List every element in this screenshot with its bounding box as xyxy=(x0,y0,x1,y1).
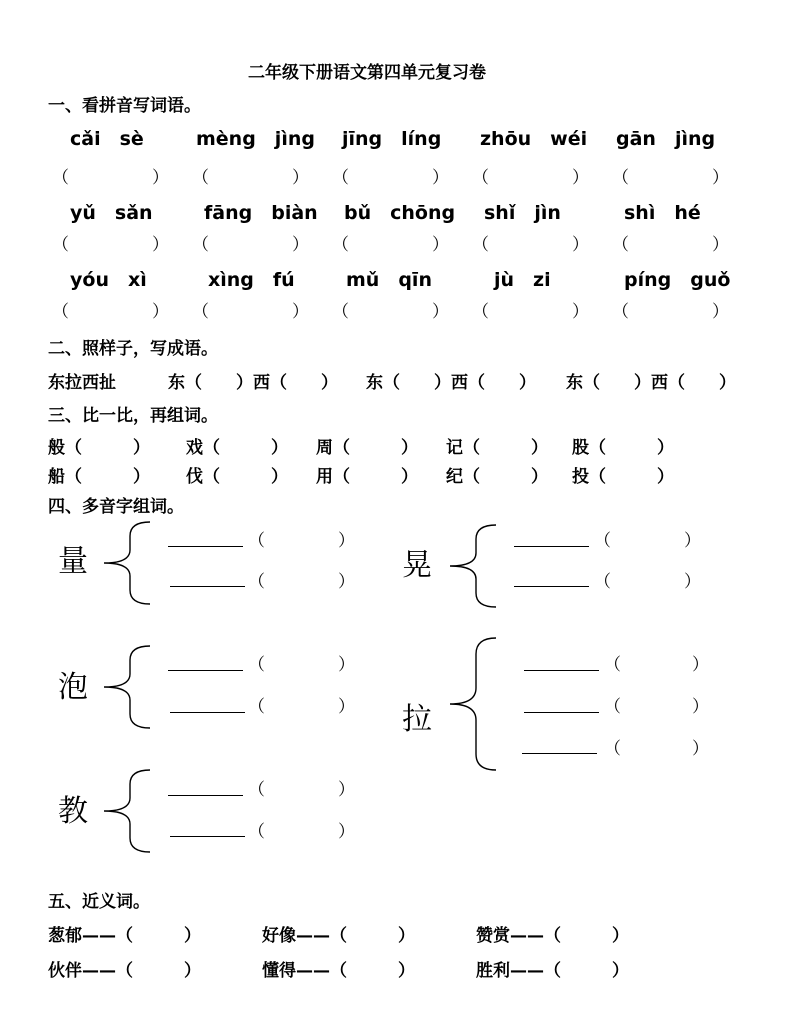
brace-icon xyxy=(446,636,506,772)
answer-paren-close: ） xyxy=(338,780,355,800)
answer-paren-close: ） xyxy=(692,739,709,759)
answer-paren-close: ） xyxy=(338,531,355,551)
compare-1-2: 戏（ ） xyxy=(186,438,288,458)
answer-paren-close: ） xyxy=(684,572,701,592)
pinyin-1-2: mèng jìng xyxy=(196,128,315,150)
answer-paren-open: （ xyxy=(332,302,349,322)
idiom-example: 东拉西扯 xyxy=(48,373,116,393)
compare-1-3: 周（ ） xyxy=(316,438,418,458)
pinyin-2-2: fāng biàn xyxy=(204,202,318,224)
pinyin-3-3: mǔ qīn xyxy=(346,269,432,291)
pinyin-2-1: yǔ sǎn xyxy=(70,202,153,224)
polyphone-char: 量 xyxy=(58,544,88,579)
polyphone-char: 拉 xyxy=(402,702,432,737)
answer-paren-close: ） xyxy=(152,168,169,188)
pinyin-2-3: bǔ chōng xyxy=(344,202,456,224)
brace-icon xyxy=(100,768,160,854)
answer-paren-close: ） xyxy=(432,302,449,322)
pinyin-1-5: gān jìng xyxy=(616,128,716,150)
pinyin-1-4: zhōu wéi xyxy=(480,128,588,150)
idiom-blank-2: 东（ ）西（ ） xyxy=(366,373,536,393)
compare-1-4: 记（ ） xyxy=(446,438,548,458)
compare-2-4: 纪（ ） xyxy=(446,467,548,487)
answer-line xyxy=(168,670,243,671)
idiom-blank-3: 东（ ）西（ ） xyxy=(566,373,736,393)
answer-paren-close: ） xyxy=(432,235,449,255)
idiom-blank-1: 东（ ）西（ ） xyxy=(168,373,338,393)
brace-icon xyxy=(100,520,160,606)
pinyin-3-2: xìng fú xyxy=(208,269,295,291)
compare-2-3: 用（ ） xyxy=(316,467,418,487)
answer-paren-open: （ xyxy=(612,168,629,188)
answer-paren-open: （ xyxy=(192,235,209,255)
compare-2-2: 伐（ ） xyxy=(186,467,288,487)
answer-paren-open: （ xyxy=(52,168,69,188)
synonym-1-1: 葱郁——（ ） xyxy=(48,926,201,946)
compare-1-1: 般（ ） xyxy=(48,438,150,458)
pinyin-3-5: píng guǒ xyxy=(624,269,731,291)
answer-paren-open: （ xyxy=(594,531,611,551)
section-4-heading: 四、多音字组词。 xyxy=(48,497,184,517)
section-2-heading: 二、照样子，写成语。 xyxy=(48,339,218,359)
answer-paren-open: （ xyxy=(472,302,489,322)
compare-2-5: 投（ ） xyxy=(572,467,674,487)
answer-paren-close: ） xyxy=(338,572,355,592)
polyphone-char: 晃 xyxy=(402,548,432,583)
answer-paren-close: ） xyxy=(338,655,355,675)
page-title: 二年级下册语文第四单元复习卷 xyxy=(248,63,486,83)
synonym-1-3: 赞赏——（ ） xyxy=(476,926,629,946)
answer-paren-close: ） xyxy=(152,235,169,255)
answer-paren-close: ） xyxy=(432,168,449,188)
answer-paren-close: ） xyxy=(338,697,355,717)
brace-icon xyxy=(100,644,160,730)
section-5-heading: 五、近义词。 xyxy=(48,892,150,912)
answer-paren-open: （ xyxy=(248,655,265,675)
answer-line xyxy=(170,836,245,837)
answer-paren-open: （ xyxy=(52,235,69,255)
answer-line xyxy=(168,795,243,796)
answer-paren-open: （ xyxy=(332,168,349,188)
section-1-heading: 一、看拼音写词语。 xyxy=(48,96,201,116)
compare-1-5: 股（ ） xyxy=(572,438,674,458)
answer-paren-open: （ xyxy=(248,780,265,800)
answer-paren-close: ） xyxy=(712,168,729,188)
answer-paren-close: ） xyxy=(292,235,309,255)
answer-paren-close: ） xyxy=(338,822,355,842)
answer-paren-close: ） xyxy=(684,531,701,551)
answer-paren-open: （ xyxy=(332,235,349,255)
pinyin-2-5: shì hé xyxy=(624,202,701,224)
answer-line xyxy=(170,586,245,587)
polyphone-char: 泡 xyxy=(58,670,88,705)
answer-paren-open: （ xyxy=(604,655,621,675)
answer-line xyxy=(514,586,589,587)
answer-paren-close: ） xyxy=(692,697,709,717)
answer-paren-close: ） xyxy=(152,302,169,322)
answer-line xyxy=(524,712,599,713)
answer-paren-close: ） xyxy=(292,168,309,188)
answer-line xyxy=(522,753,597,754)
polyphone-char: 教 xyxy=(58,794,88,829)
compare-2-1: 船（ ） xyxy=(48,467,150,487)
answer-paren-open: （ xyxy=(612,302,629,322)
answer-paren-open: （ xyxy=(604,697,621,717)
answer-paren-close: ） xyxy=(572,235,589,255)
answer-paren-close: ） xyxy=(572,168,589,188)
answer-paren-open: （ xyxy=(604,739,621,759)
answer-paren-open: （ xyxy=(248,572,265,592)
answer-paren-open: （ xyxy=(192,168,209,188)
answer-paren-open: （ xyxy=(52,302,69,322)
pinyin-3-4: jù zi xyxy=(494,269,551,291)
answer-paren-close: ） xyxy=(572,302,589,322)
answer-paren-open: （ xyxy=(594,572,611,592)
answer-paren-open: （ xyxy=(472,168,489,188)
pinyin-3-1: yóu xì xyxy=(70,269,147,291)
answer-paren-open: （ xyxy=(612,235,629,255)
answer-paren-close: ） xyxy=(712,302,729,322)
synonym-2-1: 伙伴——（ ） xyxy=(48,961,201,981)
answer-line xyxy=(524,670,599,671)
answer-paren-open: （ xyxy=(472,235,489,255)
answer-paren-close: ） xyxy=(692,655,709,675)
answer-paren-close: ） xyxy=(292,302,309,322)
answer-paren-open: （ xyxy=(248,531,265,551)
answer-paren-open: （ xyxy=(248,822,265,842)
synonym-2-3: 胜利——（ ） xyxy=(476,961,629,981)
pinyin-2-4: shǐ jìn xyxy=(484,202,561,224)
answer-paren-open: （ xyxy=(192,302,209,322)
synonym-1-2: 好像——（ ） xyxy=(262,926,415,946)
answer-line xyxy=(514,546,589,547)
brace-icon xyxy=(446,523,506,609)
synonym-2-2: 懂得——（ ） xyxy=(262,961,415,981)
section-3-heading: 三、比一比，再组词。 xyxy=(48,406,218,426)
answer-paren-close: ） xyxy=(712,235,729,255)
answer-paren-open: （ xyxy=(248,697,265,717)
pinyin-1-1: cǎi sè xyxy=(70,128,144,150)
answer-line xyxy=(168,546,243,547)
answer-line xyxy=(170,712,245,713)
pinyin-1-3: jīng líng xyxy=(342,128,442,150)
